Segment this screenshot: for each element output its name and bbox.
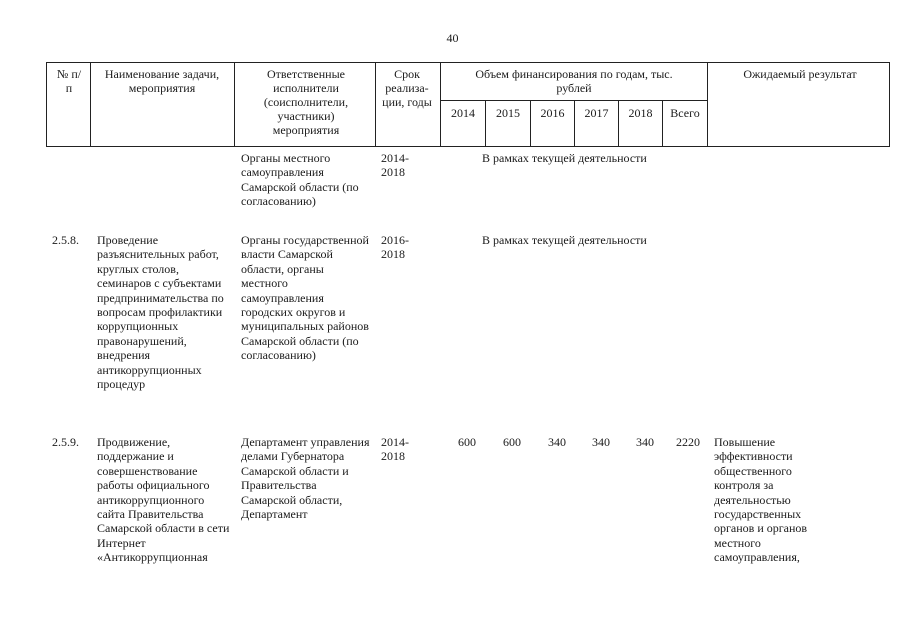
row-value-2016: 340 xyxy=(548,435,566,449)
row-term: 2014-2018 xyxy=(381,435,409,464)
row-responsible: Департамент управления делами Губернатора Самарской области и Правительства Самарской области, Департамент xyxy=(241,435,370,522)
row-responsible: Органы местного самоуправления Самарской области (по согласованию) xyxy=(241,151,359,209)
row-term: 2016-2018 xyxy=(381,233,409,262)
header-result: Ожидаемый результат xyxy=(743,67,857,81)
row-responsible: Органы государственной власти Самарской области, органы местного самоуправления городских округов и муниципальных районов Самарской области (по согласованию) xyxy=(241,233,369,363)
divider xyxy=(90,62,91,146)
header-responsible: Ответственные исполнители (соисполнители, участники) мероприятия xyxy=(263,67,349,137)
header-year: 2018 xyxy=(628,106,653,120)
row-number: 2.5.9. xyxy=(52,435,79,449)
row-value-2018: 340 xyxy=(636,435,654,449)
row-task: Проведение разъяснительных работ, круглых столов, семинаров с субъектами предпринимательства по вопросам профилактики коррупционных правонарушений, внедрения антикоррупционных процедур xyxy=(97,233,224,392)
header-year: 2017 xyxy=(584,106,609,120)
header-year: 2016 xyxy=(540,106,565,120)
row-value-2015: 600 xyxy=(503,435,521,449)
row-term: 2014-2018 xyxy=(381,151,409,180)
header-year: 2014 xyxy=(451,106,475,120)
header-num: № п/п xyxy=(56,67,82,95)
header-year: Всего xyxy=(670,106,700,120)
page-number: 40 xyxy=(446,31,459,45)
row-result: Повышение эффективности общественного контроля за деятельностью государственных органов и органов местного самоуправления, xyxy=(714,435,808,565)
header-task: Наименование задачи, мероприятия xyxy=(104,67,220,95)
row-value-total: 2220 xyxy=(676,435,700,449)
header-year: 2015 xyxy=(496,106,520,120)
row-funding-note: В рамках текущей деятельности xyxy=(482,233,647,247)
row-number: 2.5.8. xyxy=(52,233,79,247)
divider xyxy=(707,62,708,146)
header-term: Срок реализа-ции, годы xyxy=(382,67,432,109)
row-funding-note: В рамках текущей деятельности xyxy=(482,151,647,165)
header-finance: Объем финансирования по годам, тыс. рублей xyxy=(475,67,673,95)
row-task: Продвижение, поддержание и совершенствование работы официального антикоррупционного сайта Правительства Самарской области в сети Интернет «Антикоррупционная xyxy=(97,435,230,565)
divider xyxy=(375,62,376,146)
row-value-2017: 340 xyxy=(592,435,610,449)
row-value-2014: 600 xyxy=(458,435,476,449)
divider xyxy=(234,62,235,146)
divider xyxy=(440,62,441,146)
